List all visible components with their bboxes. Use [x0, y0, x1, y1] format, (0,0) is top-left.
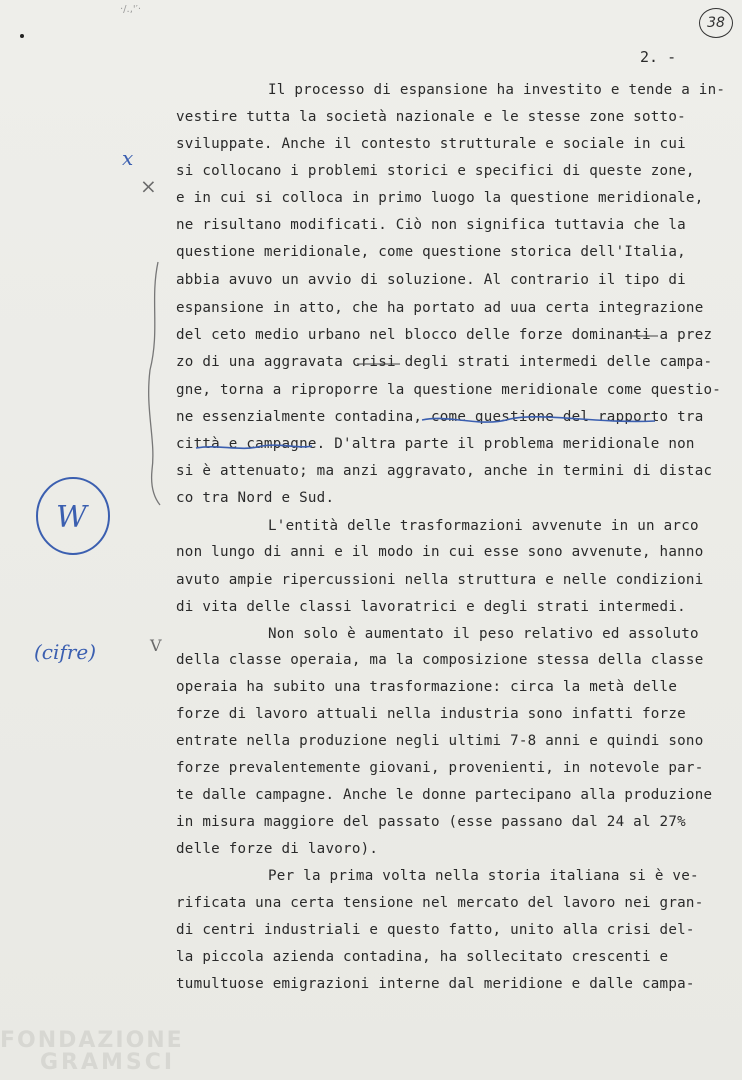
text-line: di vita delle classi lavoratrici e degli strati intermedi.: [176, 599, 686, 615]
text-line: forze prevalentemente giovani, provenienti, in notevole par-: [176, 760, 704, 776]
page-number: 2. -: [640, 48, 677, 66]
text-line: zo di una aggravata crisi degli strati intermedi delle campa-: [176, 354, 713, 370]
text-line: gne, torna a riproporre la questione meridionale come questio-: [176, 382, 722, 398]
watermark: [0, 1030, 190, 1074]
watermark-line-1: FONDAZIONE: [0, 1028, 184, 1053]
text-line: L'entità delle trasformazioni avvenute in un arco: [268, 518, 699, 534]
text-line: rificata una certa tensione nel mercato del lavoro nei gran-: [176, 895, 704, 911]
underline-citta-campagne: [196, 445, 312, 448]
text-line: si è attenuato; ma anzi aggravato, anche in termini di distac: [176, 463, 713, 479]
text-line: la piccola azienda contadina, ha sollecitato crescenti e: [176, 949, 669, 965]
blue-ink-circle: [37, 478, 109, 554]
text-line: tumultuose emigrazioni interne dal meridione e dalle campa-: [176, 976, 695, 992]
watermark-line-2: GRAMSCI: [40, 1050, 176, 1075]
text-line: e in cui si colloca in primo luogo la questione meridionale,: [176, 190, 704, 206]
text-line: abbia avuvo un avvio di soluzione. Al contrario il tipo di: [176, 272, 686, 288]
pencil-bracket: [149, 262, 160, 505]
underline-come-questione-rapporto: [422, 417, 655, 422]
text-line: del ceto medio urbano nel blocco delle forze dominanti a prez: [176, 327, 713, 343]
text-line: sviluppate. Anche il contesto strutturale e sociale in cui: [176, 136, 686, 152]
text-line: in misura maggiore del passato (esse passano dal 24 al 27%: [176, 814, 686, 830]
text-line: forze di lavoro attuali nella industria sono infatti forze: [176, 706, 686, 722]
text-line: co tra Nord e Sud.: [176, 490, 335, 506]
text-line: operaia ha subito una trasformazione: circa la metà delle: [176, 679, 678, 695]
text-line: Non solo è aumentato il peso relativo ed assoluto: [268, 626, 699, 642]
margin-mark-x-1: x: [122, 146, 134, 170]
margin-mark-x-2: ×: [140, 174, 157, 198]
text-line: città e campagne. D'altra parte il problema meridionale non: [176, 436, 695, 452]
text-line: avuto ampie ripercussioni nella struttura e nelle condizioni: [176, 572, 704, 588]
text-line: di centri industriali e questo fatto, unito alla crisi del-: [176, 922, 695, 938]
archive-page-number: 38: [699, 8, 733, 38]
text-line: delle forze di lavoro).: [176, 841, 379, 857]
text-line: non lungo di anni e il modo in cui esse sono avvenute, hanno: [176, 544, 704, 560]
text-line: questione meridionale, come questione storica dell'Italia,: [176, 244, 686, 260]
text-line: entrate nella produzione negli ultimi 7-8 anni e quindi sono: [176, 733, 704, 749]
text-line: Il processo di espansione ha investito e tende a in-: [268, 82, 726, 98]
margin-note-cifre: (cifre): [34, 640, 97, 664]
check-mark: V: [150, 636, 162, 655]
text-line: te dalle campagne. Anche le donne partecipano alla produzione: [176, 787, 713, 803]
text-line: della classe operaia, ma la composizione stessa della classe: [176, 652, 704, 668]
text-line: Per la prima volta nella storia italiana si è ve-: [268, 868, 699, 884]
text-line: si collocano i problemi storici e specifici di queste zone,: [176, 163, 695, 179]
text-line: ne essenzialmente contadina, come questione del rapporto tra: [176, 409, 704, 425]
text-line: espansione in atto, che ha portato ad uua certa integrazione: [176, 300, 704, 316]
text-line: vestire tutta la società nazionale e le stesse zone sotto-: [176, 109, 686, 125]
text-line: ne risultano modificati. Ciò non significa tuttavia che la: [176, 217, 686, 233]
circled-margin-mark: W: [56, 500, 87, 535]
top-scribble: ·/.,'′·: [120, 4, 142, 15]
